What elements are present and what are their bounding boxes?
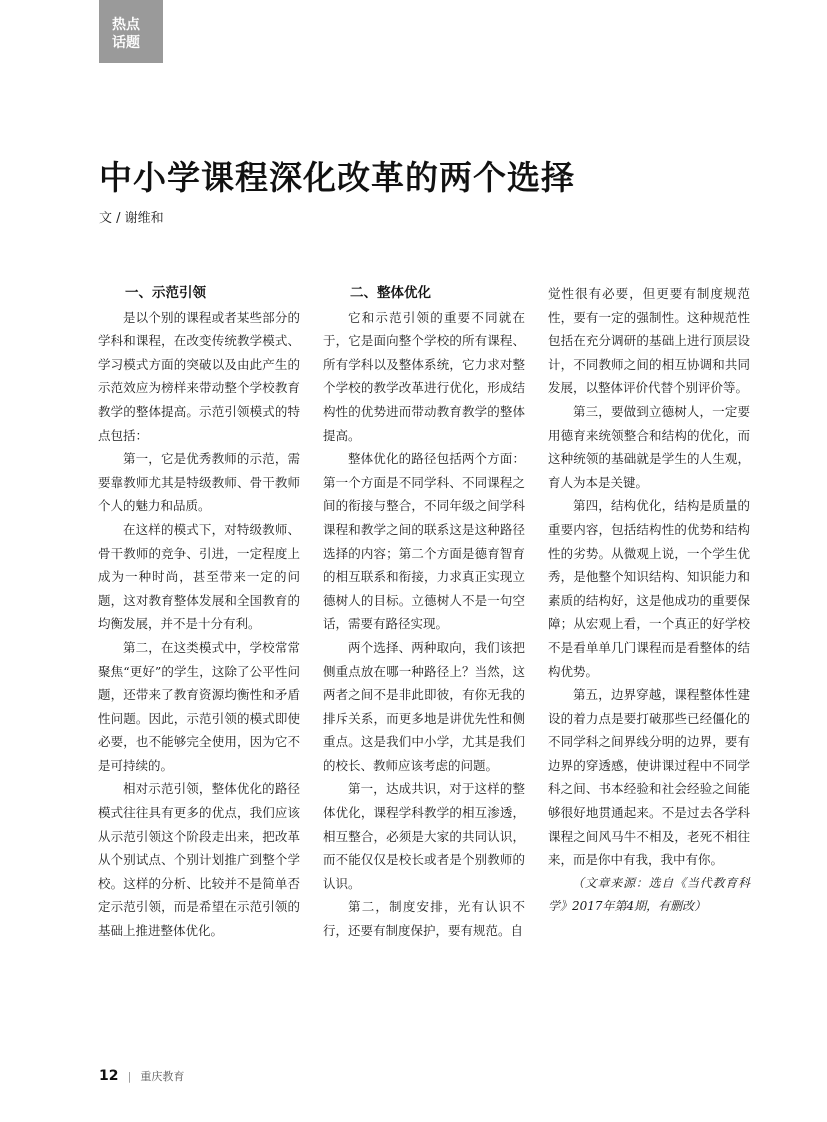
- footer-separator: |: [127, 1070, 132, 1083]
- paragraph: 第四，结构优化，结构是质量的重要内容，包括结构性的优势和结构性的劣势。从微观上说，一个学生优秀，是他整个知识结构、知识能力和素质的结构好，这是他成功的重要保障；从宏观上看，一个真正的好学校不是看单单几门课程而是看整体的结构优势。: [548, 498, 750, 679]
- column-2: [323, 282, 525, 943]
- section-heading: 二、整体优化: [350, 285, 431, 301]
- column-1: [98, 282, 300, 943]
- paragraph: 第一，它是优秀教师的示范，需要靠教师尤其是特级教师、骨干教师个人的魅力和品质。: [98, 451, 300, 514]
- page-number: 12: [99, 1068, 119, 1084]
- page-footer: [99, 1065, 184, 1084]
- paragraph: 在这样的模式下，对特级教师、骨干教师的竞争、引进，一定程度上成为一种时尚，甚至带来一定的问题，这对教育整体发展和全国教育的均衡发展，并不是十分有利。: [98, 521, 300, 632]
- section-tag-line1: 热点: [112, 17, 140, 33]
- paragraph: 第二，制度安排，光有认识不行，还要有制度保护，要有规范。自: [323, 899, 525, 939]
- section-tag: [99, 0, 163, 63]
- paragraph: 第三，要做到立德树人，一定要用德育来统领整合和结构的优化，而这种统领的基础就是学生的人生观，育人为本是关键。: [548, 403, 750, 490]
- paragraph: 第一，达成共识，对于这样的整体优化，课程学科教学的相互渗透，相互整合，必须是大家的共同认识，而不能仅仅是校长或者是个别教师的认识。: [323, 781, 525, 891]
- paragraph: 它和示范引领的重要不同就在于，它是面向整个学校的所有课程、所有学科以及整体系统，它力求对整个学校的教学改革进行优化，形成结构性的优势进而带动教育教学的整体提高。: [323, 309, 525, 443]
- article-title: 中小学课程深化改革的两个选择: [99, 158, 575, 197]
- paragraph: 两个选择、两种取向，我们该把侧重点放在哪一种路径上？当然，这两者之间不是非此即彼，有你无我的排斥关系，而更多地是讲优先性和侧重点。这是我们中小学，尤其是我们的校长、教师应该考虑的问题。: [323, 639, 525, 773]
- section-heading: 一、示范引领: [125, 285, 206, 301]
- paragraph: 整体优化的路径包括两个方面：第一个方面是不同学科、不同课程之间的衔接与整合，不同年级之间学科课程和教学之间的联系这是这种路径选择的内容；第二个方面是德育智育的相互联系和衔接，力求真正实现立德树人的目标。立德树人不是一句空话，需要有路径实现。: [323, 451, 525, 632]
- paragraph: 相对示范引领，整体优化的路径模式往往具有更多的优点，我们应该从示范引领这个阶段走出来，把改革从个别试点、个别计划推广到整个学校。这样的分析、比较并不是简单否定示范引领，而是希望在示范引领的基础上推进整体优化。: [98, 781, 300, 939]
- paragraph-continuation: 觉性很有必要，但更要有制度规范性，要有一定的强制性。这种规范性包括在充分调研的基础上进行顶层设计，不同教师之间的相互协调和共同发展，以整体评价代替个别评价等。: [548, 286, 750, 396]
- publication-name: 重庆教育: [140, 1070, 185, 1083]
- article-source: （文章来源：选自《当代教育科学》2017年第4期，有删改）: [548, 875, 750, 914]
- paragraph: 是以个别的课程或者某些部分的学科和课程，在改变传统教学模式、学习模式方面的突破以及由此产生的示范效应为榜样来带动整个学校教育教学的整体提高。示范引领模式的特点包括：: [98, 309, 300, 443]
- article-byline: 文 / 谢维和: [99, 211, 164, 226]
- paragraph: 第五，边界穿越，课程整体性建设的着力点是要打破那些已经僵化的不同学科之间界线分明的边界，要有边界的穿透感，使讲课过程中不同学科之间、书本经验和社会经验之间能够很好地贯通起来。不是过去各学科课程之间风马牛不相及，老死不相往来，而是你中有我，我中有你。: [548, 687, 750, 868]
- column-3: [548, 282, 750, 919]
- paragraph: 第二，在这类模式中，学校常常聚焦“更好”的学生，这除了公平性问题，还带来了教育资源均衡性和矛盾性问题。因此，示范引领的模式即使必要，也不能够完全使用，因为它不是可持续的。: [98, 639, 300, 773]
- section-tag-line2: 话题: [112, 35, 140, 51]
